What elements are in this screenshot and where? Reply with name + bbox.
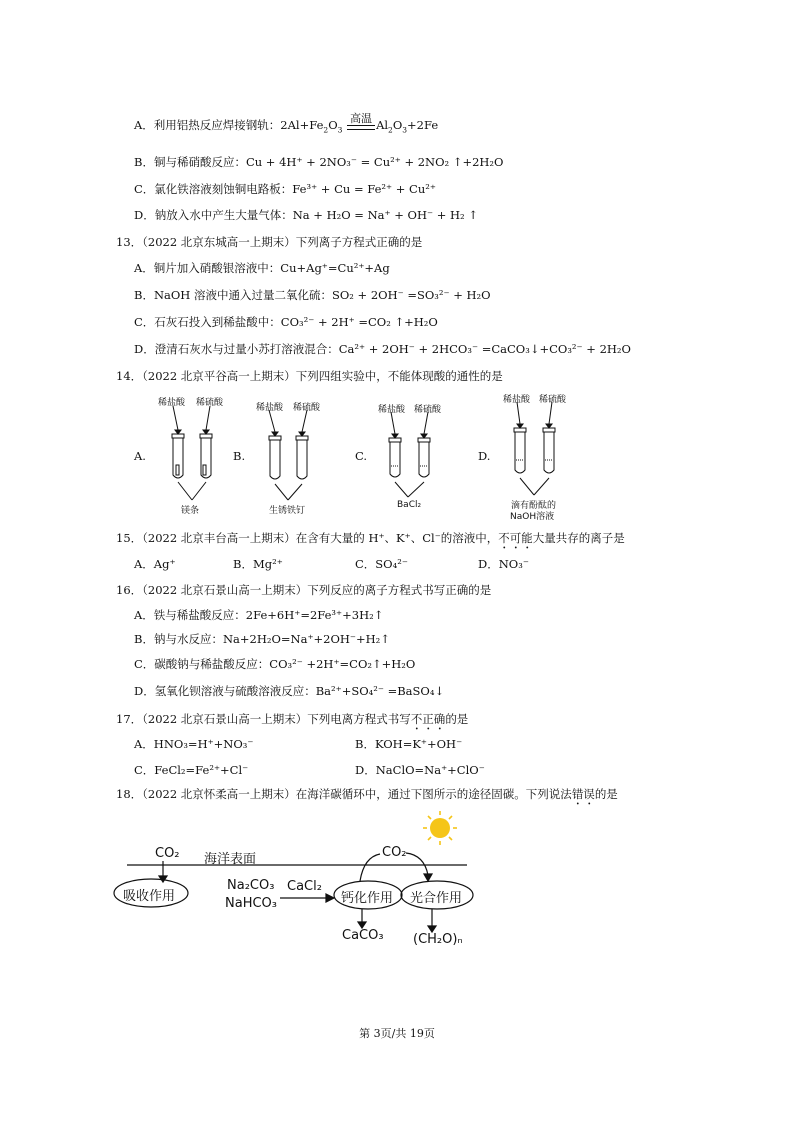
q17-option-a: A．HNO₃=H⁺+NO₃⁻ bbox=[134, 737, 254, 751]
reagent-d-2: NaOH溶液 bbox=[510, 512, 555, 522]
q14-stem: 14．（2022 北京平谷高一上期末）下列四组实验中，不能体现酸的通性的是 bbox=[116, 369, 503, 383]
q15-option-a: A．Ag⁺ bbox=[134, 557, 176, 571]
label-h2so4-c: 稀硫酸 bbox=[414, 405, 442, 415]
caco3-label: CaCO₃ bbox=[342, 928, 384, 943]
co2-top-label: CO₂ bbox=[382, 845, 407, 860]
q15-option-b: B．Mg²⁺ bbox=[233, 557, 283, 571]
label-hcl-c: 稀盐酸 bbox=[378, 405, 406, 415]
ch2o-label: (CH₂O)ₙ bbox=[413, 932, 463, 947]
q14-letter-d: D. bbox=[478, 449, 491, 463]
label-h2so4-b: 稀硫酸 bbox=[293, 403, 321, 413]
absorb-label: 吸收作用 bbox=[123, 889, 176, 904]
reagent-b: 生锈铁钉 bbox=[269, 506, 306, 516]
q12-option-b: B．铜与稀硝酸反应：Cu + 4H⁺ + 2NO₃⁻ = Cu²⁺ + 2NO₂ ↑+2H₂O bbox=[134, 155, 504, 169]
photosynthesis-label: 光合作用 bbox=[410, 891, 463, 906]
calcify-label: 钙化作用 bbox=[341, 891, 394, 906]
q17-option-b: B．KOH=K⁺+OH⁻ bbox=[355, 737, 463, 751]
q13-option-d: D．澄清石灰水与过量小苏打溶液混合：Ca²⁺ + 2OH⁻ + 2HCO₃⁻ =CaCO₃↓+CO₃²⁻ + 2H₂O bbox=[134, 342, 631, 356]
page-footer: 第 3页/共 19页 bbox=[359, 1027, 435, 1040]
na2co3-label: Na₂CO₃ bbox=[227, 878, 275, 893]
q13-option-c: C．石灰石投入到稀盐酸中：CO₃²⁻ + 2H⁺ =CO₂ ↑+H₂O bbox=[134, 315, 438, 329]
q13-option-a: A．铜片加入硝酸银溶液中：Cu+Ag⁺=Cu²⁺+Ag bbox=[134, 261, 390, 275]
q12-option-c: C．氯化铁溶液刻蚀铜电路板：Fe³⁺ + Cu = Fe²⁺ + Cu²⁺ bbox=[134, 182, 436, 196]
q16-option-b: B．钠与水反应：Na+2H₂O=Na⁺+2OH⁻+H₂↑ bbox=[134, 632, 390, 646]
ocean-surface-label: 海洋表面 bbox=[204, 852, 257, 867]
label-hcl-a: 稀盐酸 bbox=[158, 398, 186, 408]
q17-stem: 17．（2022 北京石景山高一上期末）下列电离方程式书写不正确的是 bbox=[116, 712, 469, 726]
label-h2so4-a: 稀硫酸 bbox=[196, 398, 224, 408]
q15-option-d: D．NO₃⁻ bbox=[478, 557, 529, 571]
label-h2so4-d: 稀硫酸 bbox=[539, 395, 567, 405]
q13-stem: 13．（2022 北京东城高一上期末）下列离子方程式正确的是 bbox=[116, 235, 423, 249]
q16-option-a: A．铁与稀盐酸反应：2Fe+6H⁺=2Fe³⁺+3H₂↑ bbox=[134, 608, 384, 622]
q12-option-d: D．钠放入水中产生大量气体：Na + H₂O = Na⁺ + OH⁻ + H₂ ↑ bbox=[134, 208, 478, 222]
reaction-condition: 高温 bbox=[346, 112, 376, 133]
reagent-d-1: 滴有酚酞的 bbox=[511, 501, 557, 511]
label-hcl-d: 稀盐酸 bbox=[503, 395, 531, 405]
q17-option-c: C．FeCl₂=Fe²⁺+Cl⁻ bbox=[134, 763, 249, 777]
q13-option-b: B．NaOH 溶液中通入过量二氧化硫：SO₂ + 2OH⁻ =SO₃²⁻ + H₂O bbox=[134, 288, 491, 302]
q18-stem: 18．（2022 北京怀柔高一上期末）在海洋碳循环中，通过下图所示的途径固碳。下列说法错误的是 bbox=[116, 787, 618, 801]
q16-option-c: C．碳酸钠与稀盐酸反应：CO₃²⁻ +2H⁺=CO₂↑+H₂O bbox=[134, 657, 416, 671]
q14-letter-c: C. bbox=[355, 449, 368, 463]
cacl2-label: CaCl₂ bbox=[287, 879, 322, 894]
reagent-c: BaCl₂ bbox=[397, 500, 422, 510]
q12-option-a: A．利用铝热反应焊接钢轨：$2Al+Fe_2O_3$ 高温 $Al_2O_3+2Fe$ bbox=[134, 112, 439, 135]
q16-option-d: D．氢氧化钡溶液与硫酸溶液反应：Ba²⁺+SO₄²⁻ =BaSO₄↓ bbox=[134, 684, 445, 698]
sun-icon bbox=[423, 811, 457, 845]
q17-option-d: D．NaClO=Na⁺+ClO⁻ bbox=[355, 763, 485, 777]
reagent-a: 镁条 bbox=[181, 506, 200, 516]
q15-stem: 15．（2022 北京丰台高一上期末）在含有大量的 H⁺、K⁺、Cl⁻的溶液中，不可能大量共存的离子是 bbox=[116, 531, 625, 545]
nahco3-label: NaHCO₃ bbox=[225, 896, 277, 911]
co2-left-label: CO₂ bbox=[155, 846, 180, 861]
q14-letter-b: B. bbox=[233, 449, 246, 463]
label-hcl-b: 稀盐酸 bbox=[256, 403, 284, 413]
q14-letter-a: A. bbox=[134, 449, 146, 463]
q16-stem: 16．（2022 北京石景山高一上期末）下列反应的离子方程式书写正确的是 bbox=[116, 583, 492, 597]
q15-option-c: C．SO₄²⁻ bbox=[355, 557, 408, 571]
